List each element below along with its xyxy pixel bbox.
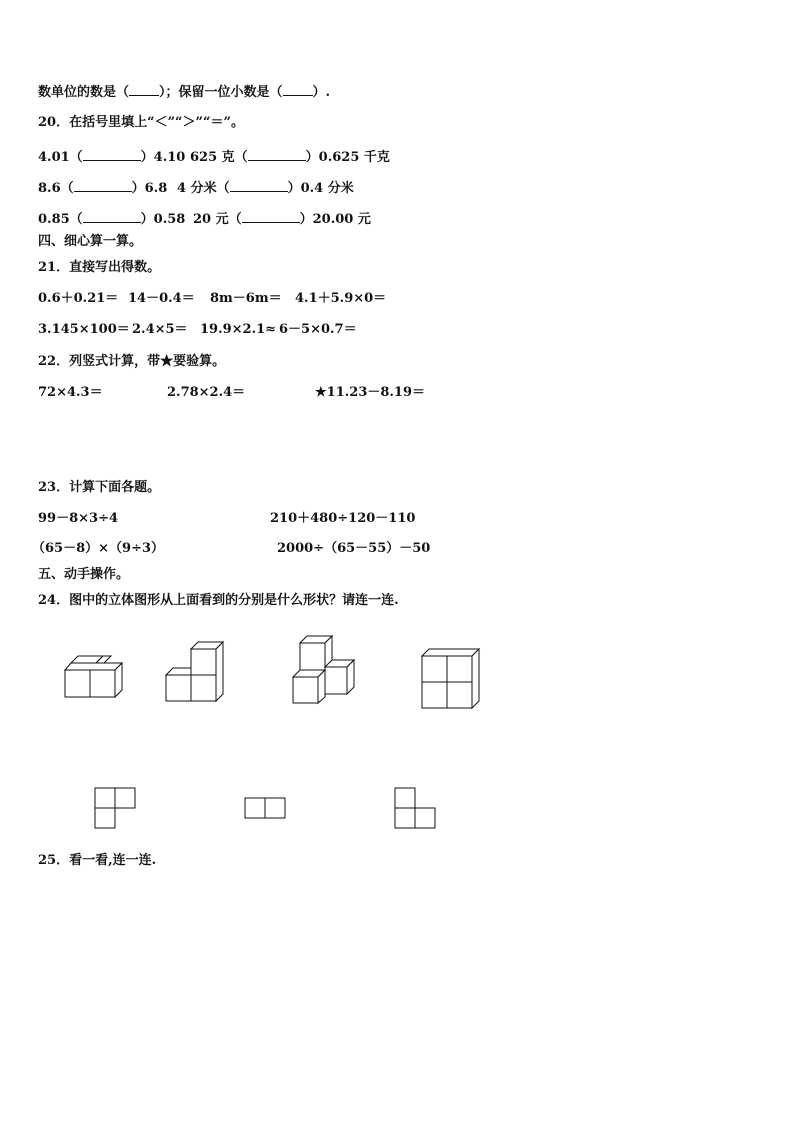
top-line: 数单位的数是（ ）；保留一位小数是（ ）. [38,85,331,100]
q23-item: 99－8×3÷4 [38,511,119,526]
answer-blank[interactable] [283,84,313,96]
q21-item: 6－5×0.7＝ [279,322,357,337]
q22-item: 72×4.3＝ [38,385,103,400]
square-cell [245,798,265,818]
q21-item: 4.1＋5.9×0＝ [295,291,387,306]
answer-blank[interactable] [230,180,288,192]
cube-front-face [325,667,347,694]
q20-title: 20．在括号里填上“＜”“＞”“＝”。 [38,115,244,130]
q23-item: 2000÷（65－55）－50 [277,541,431,556]
solid-figure-2 [165,641,227,703]
q21-item: 8m－6m＝ [210,291,282,306]
cube-front-face [191,649,216,675]
answer-blank[interactable] [248,149,306,161]
top-view-shape-2[interactable] [244,797,288,821]
q21-item: 14－0.4＝ [128,291,195,306]
q24-title: 24．图中的立体图形从上面看到的分别是什么形状？请连一连. [38,593,399,608]
square-cell [265,798,285,818]
q21-item: 19.9×2.1≈ [200,322,277,337]
solid-figure-4 [421,648,483,710]
q21-item: 0.6＋0.21＝ [38,291,119,306]
cube-top-face [65,663,122,670]
q21-title: 21．直接写出得数。 [38,260,161,275]
cube-front-face [422,682,447,708]
cube-side-face [216,642,223,701]
square-cell [395,788,415,808]
cube-front-face [447,656,472,682]
q21-item: 2.4×5＝ [132,322,188,337]
answer-blank[interactable] [74,180,132,192]
solid-figure-1 [64,655,126,699]
cube-front-face [422,656,447,682]
square-cell [395,808,415,828]
q20-item: 20 元（ ）20.00 元 [193,212,371,227]
q20-item: 8.6（ ）6.8 [38,181,168,196]
top-view-shape-1[interactable] [94,787,138,831]
cube-front-face [90,670,115,697]
q23-title: 23．计算下面各题。 [38,480,161,495]
cube-front-face [191,675,216,701]
cube-front-face [293,677,318,703]
cube-side-face [472,649,479,708]
cube-top-face [422,649,479,656]
q25-title: 25．看一看,连一连. [38,853,157,868]
square-cell [415,808,435,828]
answer-blank[interactable] [129,84,159,96]
cube-top-face [166,668,191,675]
q22-title: 22．列竖式计算，带★要验算。 [38,354,226,369]
section-5-heading: 五、动手操作。 [38,567,130,582]
q22-item: 2.78×2.4＝ [167,385,246,400]
q22-item: ★11.23－8.19＝ [315,385,426,400]
cube-front-face [447,682,472,708]
answer-blank[interactable] [83,149,141,161]
q20-item: 0.85（ ）0.58 [38,212,186,227]
square-cell [95,788,115,808]
answer-blank[interactable] [242,211,300,223]
square-cell [95,808,115,828]
section-4-heading: 四、细心算一算。 [38,234,143,249]
q20-item: 625 克（ ）0.625 千克 [190,150,390,165]
cube-front-face [300,643,325,670]
square-cell [115,788,135,808]
top-view-shape-3[interactable] [394,787,438,831]
q23-item: 210＋480÷120－110 [270,511,416,526]
q21-item: 3.145×100＝ [38,322,130,337]
q20-item: 4 分米（ ）0.4 分米 [177,181,354,196]
q23-item: （65－8）×（9÷3） [32,541,165,556]
answer-blank[interactable] [83,211,141,223]
q20-item: 4.01（ ）4.10 [38,150,186,165]
solid-figure-3 [292,635,358,705]
cube-front-face [166,675,191,701]
cube-front-face [65,670,90,697]
